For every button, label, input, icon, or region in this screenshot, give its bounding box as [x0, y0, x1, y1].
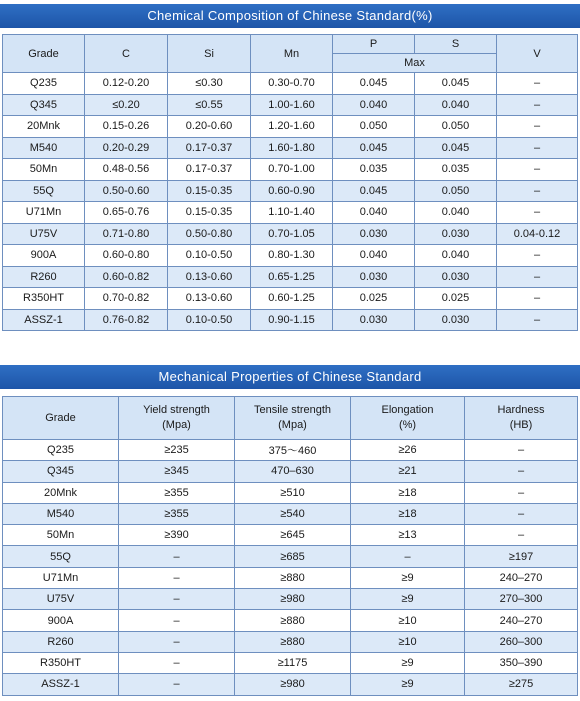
cell-yield: –: [119, 610, 235, 631]
table-row: [3, 266, 578, 288]
mech-header-hardness-label: Hardness: [497, 404, 545, 416]
cell-v: –: [497, 180, 578, 202]
cell-c: 0.76-0.82: [85, 309, 168, 331]
cell-v: –: [497, 94, 578, 116]
mech-title: Mechanical Properties of Chinese Standard: [0, 365, 580, 389]
cell-s: 0.040: [415, 94, 497, 116]
cell-elong: ≥9: [351, 567, 465, 588]
cell-si: 0.50-0.80: [168, 223, 251, 245]
table-row: [3, 137, 578, 159]
table-row: [3, 652, 578, 673]
table-row: [3, 440, 578, 461]
cell-c: 0.70-0.82: [85, 288, 168, 310]
table-row: [3, 245, 578, 267]
cell-elong: –: [351, 546, 465, 567]
cell-c: 0.48-0.56: [85, 159, 168, 181]
cell-grade: M540: [3, 137, 85, 159]
table-row: [3, 309, 578, 331]
cell-v: –: [497, 73, 578, 95]
cell-hard: 260–300: [465, 631, 578, 652]
cell-s: 0.025: [415, 288, 497, 310]
chem-header-grade: Grade: [3, 35, 85, 73]
cell-grade: 20Mnk: [3, 116, 85, 138]
cell-hard: ≥275: [465, 674, 578, 695]
cell-elong: ≥9: [351, 589, 465, 610]
cell-si: ≤0.30: [168, 73, 251, 95]
cell-tensile: ≥685: [235, 546, 351, 567]
cell-elong: ≥10: [351, 631, 465, 652]
cell-grade: R350HT: [3, 288, 85, 310]
mech-header-grade-label: Grade: [45, 411, 76, 424]
cell-grade: U75V: [3, 223, 85, 245]
cell-yield: –: [119, 674, 235, 695]
cell-yield: ≥355: [119, 482, 235, 503]
cell-mn: 0.70-1.05: [251, 223, 333, 245]
cell-tensile: 375～460: [235, 440, 351, 461]
table-row: [3, 73, 578, 95]
cell-s: 0.040: [415, 202, 497, 224]
cell-yield: –: [119, 567, 235, 588]
cell-yield: ≥390: [119, 525, 235, 546]
table-row: [3, 159, 578, 181]
table-row: [3, 525, 578, 546]
cell-yield: ≥355: [119, 503, 235, 524]
table-row: [3, 674, 578, 695]
table-row: [3, 610, 578, 631]
chem-header-s: S: [415, 35, 497, 54]
cell-v: 0.04-0.12: [497, 223, 578, 245]
cell-grade: 50Mn: [3, 159, 85, 181]
cell-c: 0.60-0.82: [85, 266, 168, 288]
chem-header-mn: Mn: [251, 35, 333, 73]
cell-grade: U75V: [3, 589, 119, 610]
cell-s: 0.045: [415, 137, 497, 159]
cell-c: 0.50-0.60: [85, 180, 168, 202]
chem-title: Chemical Composition of Chinese Standard(%): [0, 4, 580, 28]
cell-v: –: [497, 245, 578, 267]
cell-mn: 1.20-1.60: [251, 116, 333, 138]
table-row: [3, 631, 578, 652]
mech-header-elongation: [351, 397, 465, 440]
cell-grade: R260: [3, 631, 119, 652]
cell-yield: –: [119, 546, 235, 567]
cell-v: –: [497, 159, 578, 181]
cell-grade: 20Mnk: [3, 482, 119, 503]
cell-si: 0.13-0.60: [168, 288, 251, 310]
cell-yield: –: [119, 631, 235, 652]
cell-si: 0.20-0.60: [168, 116, 251, 138]
cell-grade: M540: [3, 503, 119, 524]
chem-header-si: Si: [168, 35, 251, 73]
mech-table: [2, 396, 578, 696]
cell-grade: R260: [3, 266, 85, 288]
cell-v: –: [497, 266, 578, 288]
cell-hard: –: [465, 503, 578, 524]
cell-mn: 0.90-1.15: [251, 309, 333, 331]
cell-hard: 240–270: [465, 610, 578, 631]
cell-tensile: ≥1175: [235, 652, 351, 673]
cell-grade: U71Mn: [3, 567, 119, 588]
cell-hard: 270–300: [465, 589, 578, 610]
table-row: [3, 202, 578, 224]
mech-header-yield-label: Yield strength: [143, 404, 210, 416]
cell-elong: ≥13: [351, 525, 465, 546]
chem-table: [2, 34, 578, 331]
cell-tensile: ≥880: [235, 567, 351, 588]
cell-grade: 55Q: [3, 180, 85, 202]
cell-mn: 0.80-1.30: [251, 245, 333, 267]
mech-header-grade: [3, 397, 119, 440]
mech-header-tensile: [235, 397, 351, 440]
mech-header-elongation-unit: (%): [398, 419, 417, 431]
cell-elong: ≥9: [351, 674, 465, 695]
cell-mn: 0.65-1.25: [251, 266, 333, 288]
cell-elong: ≥18: [351, 482, 465, 503]
cell-c: 0.60-0.80: [85, 245, 168, 267]
cell-c: 0.12-0.20: [85, 73, 168, 95]
cell-si: ≤0.55: [168, 94, 251, 116]
cell-p: 0.030: [333, 266, 415, 288]
mech-header-elongation-label: Elongation: [381, 404, 434, 416]
mech-header-tensile-unit: (Mpa): [278, 419, 307, 431]
cell-si: 0.17-0.37: [168, 159, 251, 181]
cell-p: 0.035: [333, 159, 415, 181]
cell-v: –: [497, 288, 578, 310]
cell-mn: 0.30-0.70: [251, 73, 333, 95]
table-row: [3, 288, 578, 310]
cell-v: –: [497, 309, 578, 331]
cell-p: 0.050: [333, 116, 415, 138]
cell-hard: –: [465, 440, 578, 461]
cell-p: 0.045: [333, 73, 415, 95]
cell-mn: 0.60-1.25: [251, 288, 333, 310]
cell-grade: 55Q: [3, 546, 119, 567]
cell-yield: ≥345: [119, 461, 235, 482]
cell-tensile: 470–630: [235, 461, 351, 482]
cell-p: 0.030: [333, 309, 415, 331]
cell-grade: R350HT: [3, 652, 119, 673]
cell-v: –: [497, 137, 578, 159]
cell-p: 0.045: [333, 180, 415, 202]
cell-si: 0.10-0.50: [168, 309, 251, 331]
chem-header-max: Max: [333, 54, 497, 73]
cell-tensile: ≥880: [235, 631, 351, 652]
cell-grade: Q345: [3, 461, 119, 482]
mech-header-yield: [119, 397, 235, 440]
cell-tensile: ≥980: [235, 589, 351, 610]
cell-s: 0.030: [415, 266, 497, 288]
table-row: [3, 94, 578, 116]
cell-v: –: [497, 116, 578, 138]
table-row: [3, 116, 578, 138]
cell-mn: 1.00-1.60: [251, 94, 333, 116]
cell-s: 0.045: [415, 73, 497, 95]
cell-yield: ≥235: [119, 440, 235, 461]
cell-hard: –: [465, 461, 578, 482]
cell-hard: ≥197: [465, 546, 578, 567]
cell-si: 0.17-0.37: [168, 137, 251, 159]
chem-header-v: V: [497, 35, 578, 73]
cell-grade: U71Mn: [3, 202, 85, 224]
cell-s: 0.040: [415, 245, 497, 267]
table-row: [3, 482, 578, 503]
cell-grade: Q235: [3, 440, 119, 461]
cell-elong: ≥9: [351, 652, 465, 673]
cell-yield: –: [119, 589, 235, 610]
cell-c: 0.20-0.29: [85, 137, 168, 159]
cell-grade: Q235: [3, 73, 85, 95]
cell-grade: 900A: [3, 610, 119, 631]
cell-hard: 350–390: [465, 652, 578, 673]
cell-p: 0.040: [333, 245, 415, 267]
cell-p: 0.025: [333, 288, 415, 310]
cell-c: ≤0.20: [85, 94, 168, 116]
cell-grade: ASSZ-1: [3, 309, 85, 331]
cell-s: 0.050: [415, 116, 497, 138]
mech-header-hardness: [465, 397, 578, 440]
cell-grade: 50Mn: [3, 525, 119, 546]
cell-mn: 0.60-0.90: [251, 180, 333, 202]
cell-tensile: ≥540: [235, 503, 351, 524]
cell-s: 0.050: [415, 180, 497, 202]
cell-grade: Q345: [3, 94, 85, 116]
table-row: [3, 180, 578, 202]
table-row: [3, 589, 578, 610]
cell-grade: ASSZ-1: [3, 674, 119, 695]
cell-s: 0.035: [415, 159, 497, 181]
cell-elong: ≥18: [351, 503, 465, 524]
cell-s: 0.030: [415, 223, 497, 245]
cell-p: 0.030: [333, 223, 415, 245]
cell-si: 0.15-0.35: [168, 180, 251, 202]
table-row: [3, 223, 578, 245]
cell-yield: –: [119, 652, 235, 673]
cell-hard: –: [465, 482, 578, 503]
cell-c: 0.65-0.76: [85, 202, 168, 224]
chem-header-p: P: [333, 35, 415, 54]
chem-header-c: C: [85, 35, 168, 73]
cell-mn: 1.60-1.80: [251, 137, 333, 159]
table-row: [3, 567, 578, 588]
mech-header-tensile-label: Tensile strength: [253, 404, 332, 416]
table-row: [3, 503, 578, 524]
cell-c: 0.71-0.80: [85, 223, 168, 245]
table-row: [3, 461, 578, 482]
cell-elong: ≥26: [351, 440, 465, 461]
cell-si: 0.13-0.60: [168, 266, 251, 288]
cell-tensile: ≥880: [235, 610, 351, 631]
cell-tensile: ≥980: [235, 674, 351, 695]
cell-p: 0.045: [333, 137, 415, 159]
cell-mn: 0.70-1.00: [251, 159, 333, 181]
cell-elong: ≥10: [351, 610, 465, 631]
cell-elong: ≥21: [351, 461, 465, 482]
cell-si: 0.15-0.35: [168, 202, 251, 224]
cell-grade: 900A: [3, 245, 85, 267]
cell-hard: 240–270: [465, 567, 578, 588]
cell-tensile: ≥510: [235, 482, 351, 503]
cell-p: 0.040: [333, 202, 415, 224]
cell-c: 0.15-0.26: [85, 116, 168, 138]
cell-hard: –: [465, 525, 578, 546]
cell-p: 0.040: [333, 94, 415, 116]
mech-header-hardness-unit: (HB): [509, 419, 533, 431]
cell-s: 0.030: [415, 309, 497, 331]
cell-tensile: ≥645: [235, 525, 351, 546]
cell-si: 0.10-0.50: [168, 245, 251, 267]
table-row: [3, 546, 578, 567]
cell-mn: 1.10-1.40: [251, 202, 333, 224]
cell-v: –: [497, 202, 578, 224]
mech-header-yield-unit: (Mpa): [162, 419, 191, 431]
